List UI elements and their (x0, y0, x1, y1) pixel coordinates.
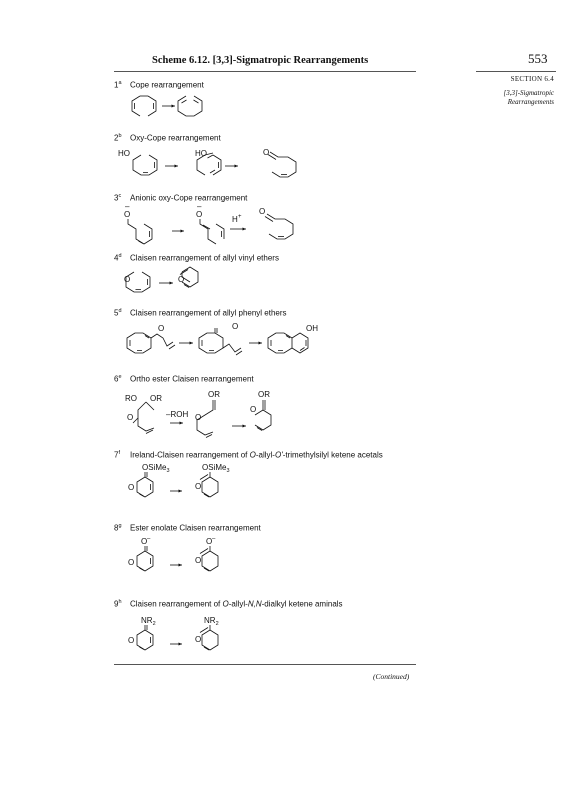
reagent-label: H (232, 215, 238, 224)
atom-label: OR (208, 390, 220, 399)
atom-label: HO (195, 149, 207, 158)
atom-label: O (195, 482, 202, 491)
anionic-oxy-cope-reactant (128, 219, 152, 244)
atom-label: O (195, 556, 202, 565)
anionic-oxy-cope-intermediate (200, 219, 224, 244)
oxy-cope-reactant-structure (133, 155, 157, 175)
charge-label: – (147, 536, 151, 542)
atom-label: O (128, 558, 135, 567)
entry-6-heading: 6e Ortho ester Claisen rearrangement (114, 374, 254, 384)
ketene-aminal-structure (137, 625, 153, 650)
ireland-claisen-product-structure (200, 472, 218, 497)
atom-label: O (195, 413, 202, 422)
atom-label: O (178, 275, 185, 284)
atom-label: O (259, 207, 266, 216)
entry-9-heading: 9$^h$ Claisen rearrangement of O-allyl-N,N-dialkyl ketene aminals (114, 599, 343, 609)
cope-product-structure (178, 96, 202, 116)
charge-label: – (125, 202, 130, 211)
entry-2-heading: 2$^b$ Oxy-Cope rearrangement (114, 133, 221, 143)
atom-label: O (196, 210, 203, 219)
ortho-ester-product-structure (255, 400, 271, 431)
atom-label: OSiMe$_3$ (202, 463, 230, 474)
atom-label: OH (306, 324, 318, 333)
entry-7-heading: 7$^f$ Ireland-Claisen rearrangement of O-allyl-O'-trimethylsilyl ketene acetals (114, 450, 383, 460)
continued-note: (Continued) (373, 672, 410, 681)
atom-label: OR (258, 390, 270, 399)
entry-5-heading: 5$^d$ Claisen rearrangement of allyl phenyl ethers (114, 308, 287, 318)
atom-label: $NR_2$ (204, 616, 219, 627)
page-number: 553 (528, 51, 548, 66)
allyl-phenyl-ether-structure (127, 333, 175, 353)
atom-label: O (263, 148, 270, 157)
atom-label: OR (150, 394, 162, 403)
ortho-ester-structure (133, 400, 154, 434)
atom-label: O (195, 635, 202, 644)
silyl-ketene-acetal-structure (137, 472, 153, 497)
reagent-label: + (238, 214, 242, 220)
atom-label: HO (118, 149, 130, 158)
cope-reactant-structure (132, 96, 156, 116)
page-header-title: Scheme 6.12. [3,3]-Sigmatropic Rearrangements (152, 55, 369, 66)
amide-product-structure (200, 625, 218, 650)
charge-label: – (212, 536, 216, 542)
anionic-oxy-cope-product (265, 214, 293, 239)
atom-label: O (141, 537, 148, 546)
entry-8-heading: 8$^g$ Ester enolate Claisen rearrangement (114, 523, 261, 533)
atom-label: O (250, 405, 257, 414)
atom-label: O (206, 537, 213, 546)
atom-label: O (158, 324, 165, 333)
oxy-cope-product-structure (268, 152, 296, 177)
atom-label: OSiMe$_3$ (142, 463, 170, 474)
ester-enolate-product-structure (200, 546, 218, 571)
section-label: SECTION 6.4 (510, 75, 554, 83)
atom-label: O (128, 636, 135, 645)
bottom-rule (114, 664, 416, 665)
atom-label: O (232, 322, 239, 331)
atom-label: O (127, 413, 134, 422)
reagent-label: –ROH (166, 410, 189, 419)
atom-label: O (128, 483, 135, 492)
ester-enolate-structure (137, 546, 153, 571)
entry-4-heading: 4$^d$ Claisen rearrangement of allyl vinyl ethers (114, 253, 279, 263)
entry-3-heading: 3$^c$ Anionic oxy-Cope rearrangement (114, 193, 248, 203)
atom-label: O (124, 275, 131, 284)
charge-label: – (197, 202, 202, 211)
atom-label: RO (125, 394, 137, 403)
section-subtitle: [3,3]-Sigmatropic Rearrangements (503, 89, 554, 106)
atom-label: $NR_2$ (141, 616, 156, 627)
atom-label: O (124, 210, 131, 219)
entry-1-heading: 1$^a$ Cope rearrangement (114, 80, 204, 90)
ortho-allylphenol-structure (268, 333, 308, 353)
dienone-intermediate-structure (199, 328, 242, 355)
